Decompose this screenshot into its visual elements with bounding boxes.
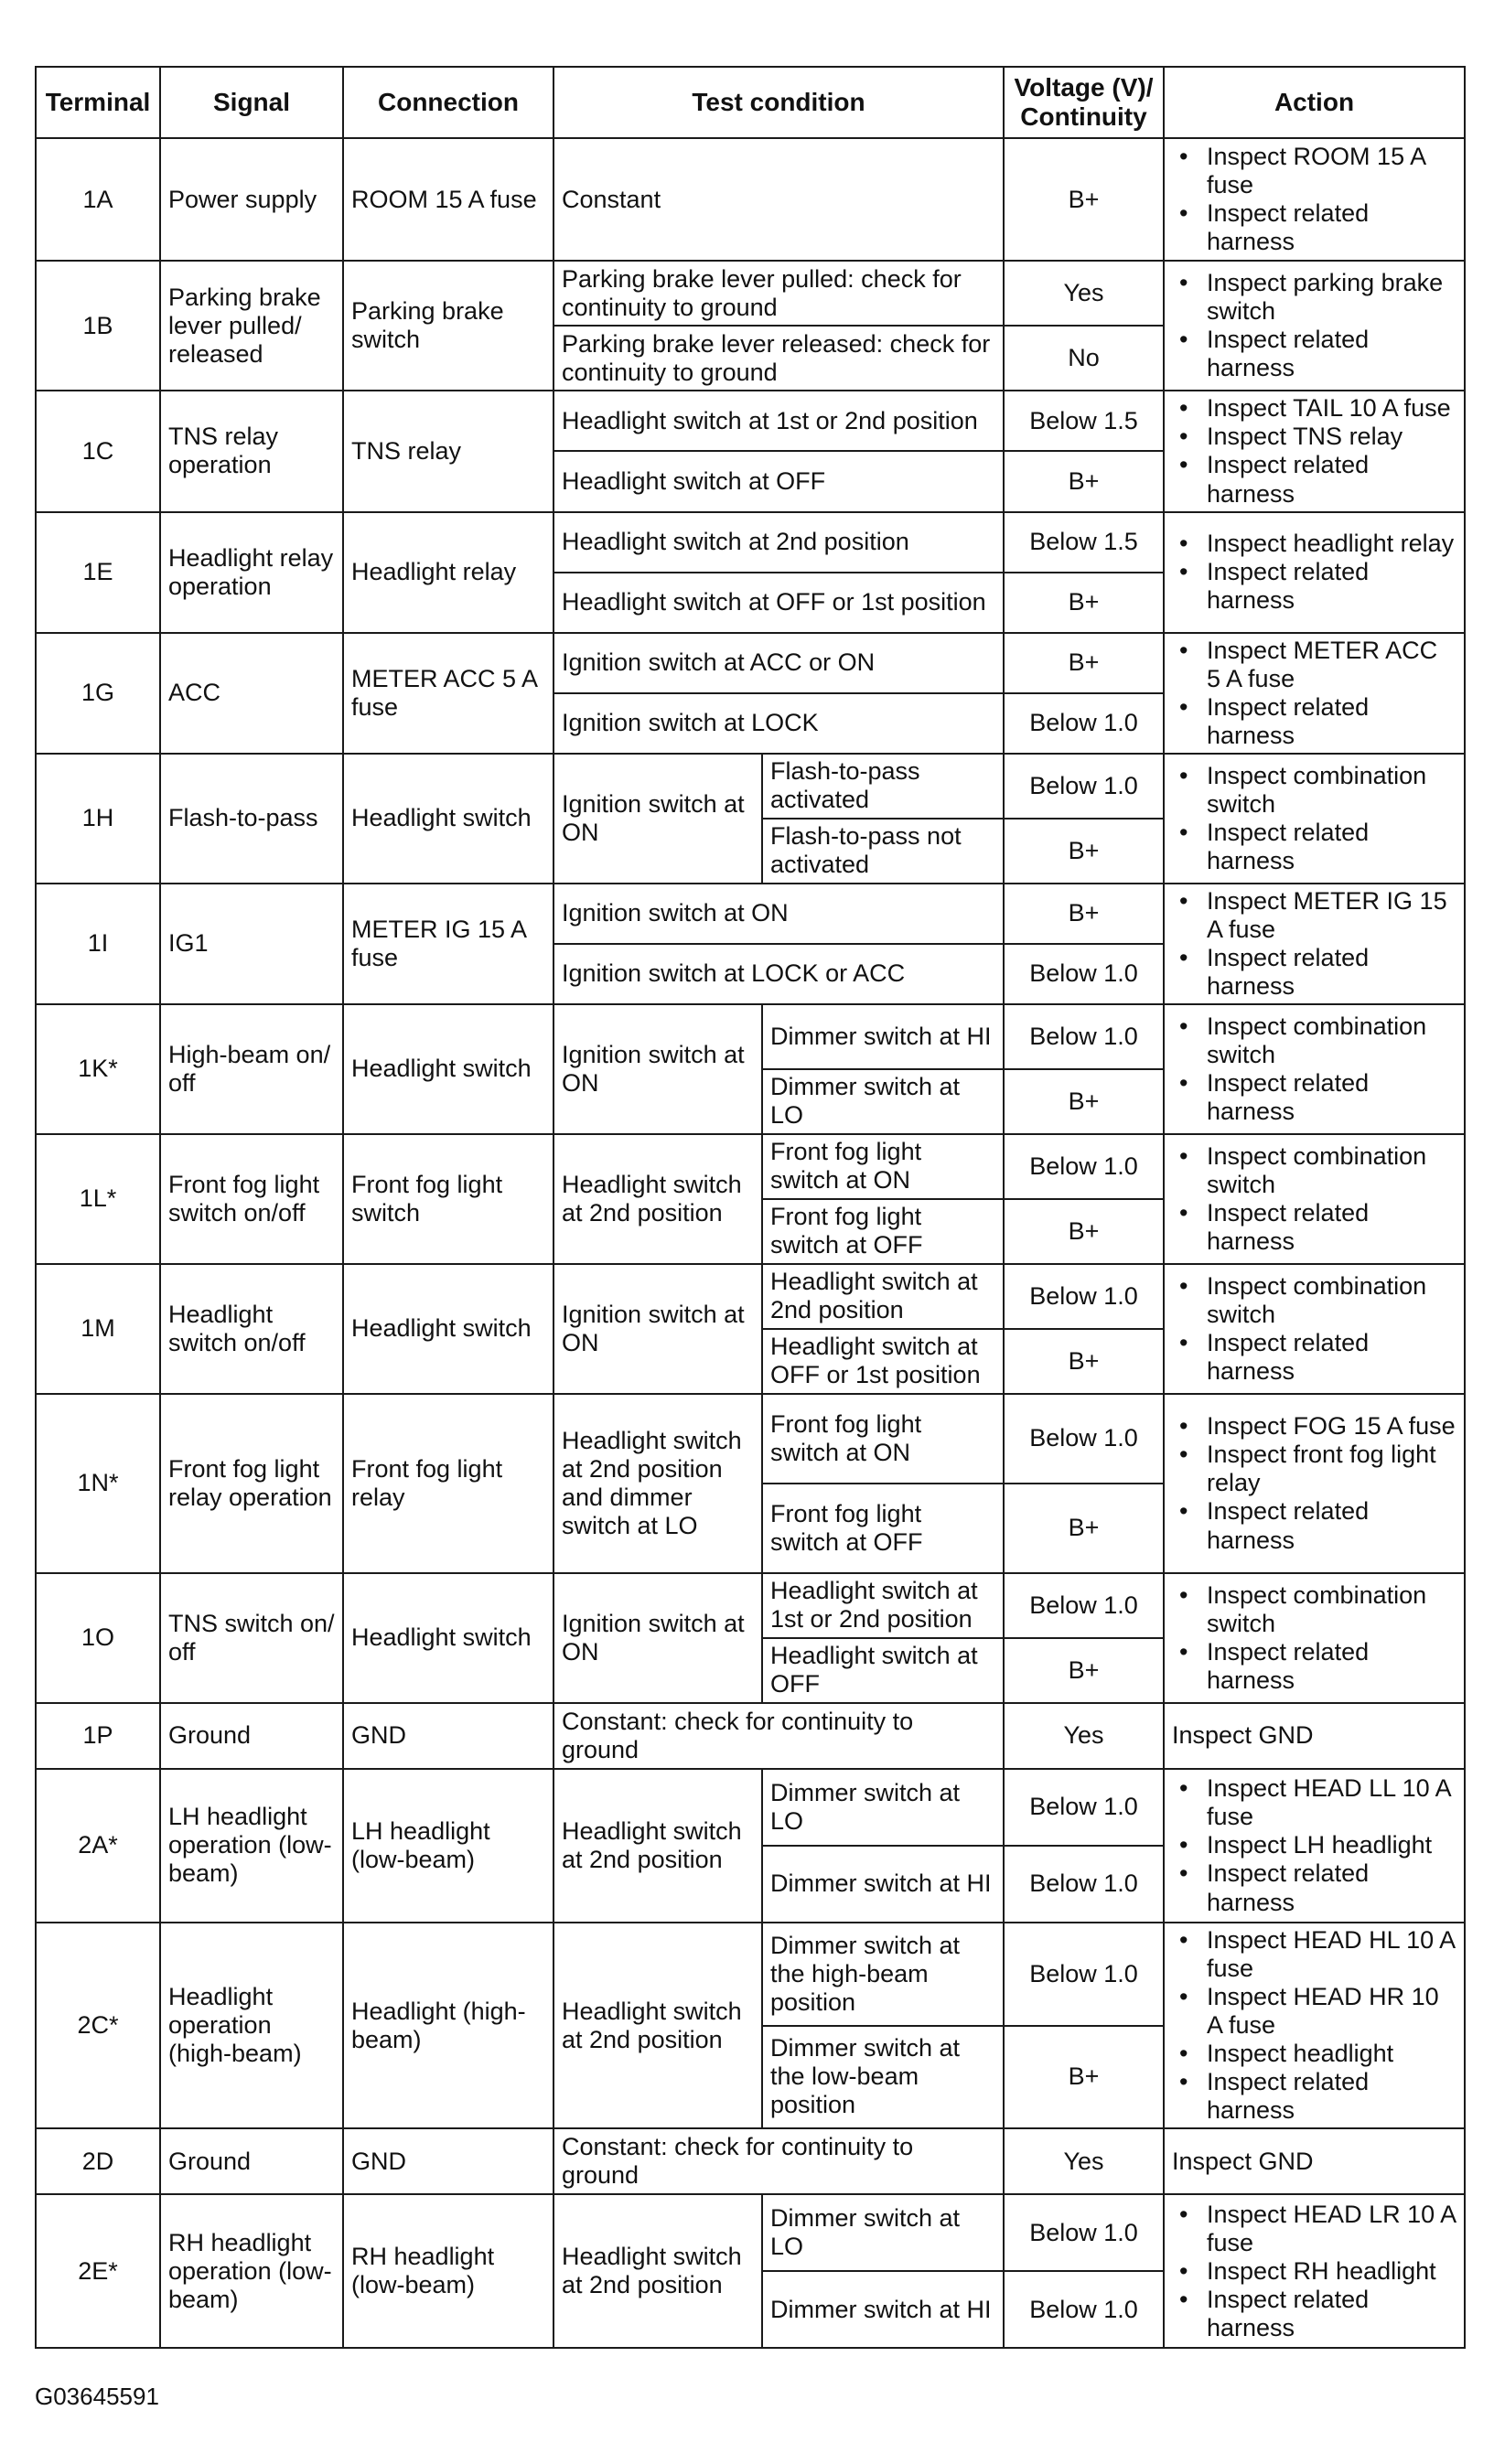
connection-cell: LH headlight (low-beam) (343, 1769, 554, 1923)
action-item: • Inspect combination switch (1172, 1142, 1456, 1199)
signal-cell: TNS relay operation (160, 391, 343, 511)
action-cell (1164, 633, 1465, 754)
voltage-cell: Below 1.5 (1004, 391, 1164, 451)
test-condition-cell: Dimmer switch at LO (762, 2194, 1004, 2271)
test-condition-cell: Headlight switch at OFF or 1st position (554, 573, 1004, 633)
table-row (36, 1134, 1465, 1199)
action-list (1172, 530, 1456, 615)
connection-cell: RH headlight (low-beam) (343, 2194, 554, 2348)
action-list (1172, 1012, 1456, 1126)
table-row (36, 884, 1465, 944)
signal-cell: ACC (160, 633, 343, 754)
action-cell (1164, 1394, 1465, 1573)
connection-cell: Headlight switch (343, 754, 554, 884)
test-condition-cell: Parking brake lever pulled: check for continuity to ground (554, 261, 1004, 326)
test-condition-cell: Flash-to-pass not activated (762, 819, 1004, 884)
action-cell (1164, 1264, 1465, 1394)
action-item: • Inspect HEAD HL 10 A fuse (1172, 1926, 1456, 1983)
voltage-cell: Below 1.0 (1004, 1573, 1164, 1638)
table-row (36, 138, 1465, 261)
voltage-cell: B+ (1004, 138, 1164, 261)
test-condition-cell: Headlight switch at 2nd position (554, 512, 1004, 573)
terminal-cell: 1E (36, 512, 160, 633)
test-condition-main-cell: Ignition switch at ON (554, 1264, 762, 1394)
test-condition-cell: Headlight switch at OFF (762, 1638, 1004, 1703)
action-item: • Inspect headlight (1172, 2040, 1456, 2068)
figure-id: G03645591 (35, 2383, 159, 2410)
voltage-cell: Below 1.0 (1004, 1394, 1164, 1484)
connection-cell: Front fog light relay (343, 1394, 554, 1573)
connection-cell: Headlight switch (343, 1004, 554, 1134)
action-list (1172, 269, 1456, 382)
action-item: • Inspect HEAD HR 10 A fuse (1172, 1983, 1456, 2040)
action-list (1172, 887, 1456, 1001)
voltage-cell: B+ (1004, 1484, 1164, 1573)
action-item: • Inspect HEAD LR 10 A fuse (1172, 2201, 1456, 2257)
action-list (1172, 762, 1456, 875)
table-body (36, 138, 1465, 2348)
header-voltage: Voltage (V)/ Continuity (1004, 67, 1164, 138)
action-list (1172, 394, 1456, 508)
voltage-cell: B+ (1004, 884, 1164, 944)
voltage-cell: B+ (1004, 2026, 1164, 2129)
table-row (36, 2128, 1465, 2194)
table-header-row (36, 67, 1465, 138)
test-condition-cell: Dimmer switch at HI (762, 1846, 1004, 1923)
test-condition-main-cell: Headlight switch at 2nd position (554, 1923, 762, 2128)
terminal-cell: 1P (36, 1703, 160, 1769)
connection-cell: Front fog light switch (343, 1134, 554, 1264)
voltage-cell: Below 1.0 (1004, 2271, 1164, 2348)
action-item: • Inspect TNS relay (1172, 423, 1456, 451)
terminal-cell: 1G (36, 633, 160, 754)
table-row (36, 1264, 1465, 1329)
connection-cell: METER IG 15 A fuse (343, 884, 554, 1004)
voltage-cell: B+ (1004, 1329, 1164, 1394)
header-action: Action (1164, 67, 1465, 138)
test-condition-cell: Headlight switch at 1st or 2nd position (554, 391, 1004, 451)
action-item: • Inspect related harness (1172, 1199, 1456, 1256)
header-connection: Connection (343, 67, 554, 138)
table-row (36, 1769, 1465, 1846)
action-cell: Inspect GND (1164, 2128, 1465, 2194)
action-cell (1164, 884, 1465, 1004)
terminal-cell: 1L* (36, 1134, 160, 1264)
signal-cell: High-beam on/ off (160, 1004, 343, 1134)
terminal-cell: 2E* (36, 2194, 160, 2348)
terminal-cell: 2D (36, 2128, 160, 2194)
action-cell (1164, 1573, 1465, 1703)
terminal-cell: 1I (36, 884, 160, 1004)
test-condition-cell: Constant: check for continuity to ground (554, 2128, 1004, 2194)
table-row (36, 633, 1465, 693)
voltage-cell: Yes (1004, 261, 1164, 326)
signal-cell: Ground (160, 2128, 343, 2194)
test-condition-cell: Front fog light switch at ON (762, 1134, 1004, 1199)
signal-cell: Flash-to-pass (160, 754, 343, 884)
terminal-voltage-table (35, 66, 1466, 2349)
test-condition-cell: Dimmer switch at HI (762, 1004, 1004, 1069)
voltage-cell: Below 1.0 (1004, 1769, 1164, 1846)
table-row (36, 754, 1465, 819)
action-list (1172, 143, 1456, 256)
test-condition-cell: Front fog light switch at ON (762, 1394, 1004, 1484)
voltage-cell: Below 1.0 (1004, 944, 1164, 1004)
signal-cell: Headlight operation (high-beam) (160, 1923, 343, 2128)
connection-cell: METER ACC 5 A fuse (343, 633, 554, 754)
connection-cell: Headlight relay (343, 512, 554, 633)
voltage-cell: B+ (1004, 1069, 1164, 1134)
voltage-cell: Below 1.5 (1004, 512, 1164, 573)
voltage-cell: B+ (1004, 1638, 1164, 1703)
action-item: • Inspect related harness (1172, 693, 1456, 750)
signal-cell: RH headlight operation (low-beam) (160, 2194, 343, 2348)
action-item: • Inspect TAIL 10 A fuse (1172, 394, 1456, 423)
action-item: • Inspect combination switch (1172, 1581, 1456, 1638)
action-cell (1164, 1769, 1465, 1923)
action-item: • Inspect related harness (1172, 451, 1456, 508)
action-cell (1164, 391, 1465, 511)
voltage-cell: No (1004, 326, 1164, 391)
connection-cell: Parking brake switch (343, 261, 554, 391)
terminal-cell: 1N* (36, 1394, 160, 1573)
action-item: • Inspect headlight relay (1172, 530, 1456, 558)
action-cell (1164, 261, 1465, 391)
action-list (1172, 1774, 1456, 1916)
terminal-cell: 1C (36, 391, 160, 511)
connection-cell: Headlight (high-beam) (343, 1923, 554, 2128)
terminal-cell: 1B (36, 261, 160, 391)
action-item: • Inspect related harness (1172, 1638, 1456, 1695)
action-item: • Inspect METER IG 15 A fuse (1172, 887, 1456, 944)
action-item: • Inspect related harness (1172, 1069, 1456, 1126)
action-item: • Inspect related harness (1172, 2286, 1456, 2342)
table-row (36, 391, 1465, 451)
test-condition-cell: Constant (554, 138, 1004, 261)
header-test-condition: Test condition (554, 67, 1004, 138)
signal-cell: Headlight relay operation (160, 512, 343, 633)
action-item: • Inspect METER ACC 5 A fuse (1172, 637, 1456, 693)
test-condition-main-cell: Headlight switch at 2nd position (554, 1769, 762, 1923)
action-item: • Inspect RH headlight (1172, 2257, 1456, 2286)
action-list (1172, 1581, 1456, 1695)
action-list (1172, 637, 1456, 750)
test-condition-cell: Dimmer switch at LO (762, 1069, 1004, 1134)
action-item: • Inspect related harness (1172, 2068, 1456, 2125)
test-condition-main-cell: Headlight switch at 2nd position (554, 2194, 762, 2348)
test-condition-cell: Dimmer switch at HI (762, 2271, 1004, 2348)
connection-cell: Headlight switch (343, 1264, 554, 1394)
test-condition-cell: Headlight switch at OFF (554, 451, 1004, 511)
terminal-cell: 1M (36, 1264, 160, 1394)
action-cell (1164, 2194, 1465, 2348)
test-condition-cell: Dimmer switch at the high-beam position (762, 1923, 1004, 2026)
action-cell (1164, 754, 1465, 884)
table-row (36, 512, 1465, 573)
signal-cell: IG1 (160, 884, 343, 1004)
signal-cell: TNS switch on/ off (160, 1573, 343, 1703)
table-row (36, 1573, 1465, 1638)
action-list (1172, 1142, 1456, 1256)
action-item: • Inspect combination switch (1172, 1272, 1456, 1329)
action-item: • Inspect related harness (1172, 944, 1456, 1001)
action-cell (1164, 512, 1465, 633)
test-condition-main-cell: Ignition switch at ON (554, 1573, 762, 1703)
voltage-cell: B+ (1004, 633, 1164, 693)
action-item: • Inspect LH headlight (1172, 1831, 1456, 1859)
action-item: • Inspect related harness (1172, 326, 1456, 382)
test-condition-cell: Ignition switch at LOCK or ACC (554, 944, 1004, 1004)
connection-cell: GND (343, 1703, 554, 1769)
test-condition-cell: Parking brake lever released: check for continuity to ground (554, 326, 1004, 391)
connection-cell: ROOM 15 A fuse (343, 138, 554, 261)
table-row (36, 1703, 1465, 1769)
action-cell (1164, 138, 1465, 261)
connection-cell: GND (343, 2128, 554, 2194)
voltage-cell: B+ (1004, 819, 1164, 884)
action-cell (1164, 1923, 1465, 2128)
test-condition-main-cell: Ignition switch at ON (554, 1004, 762, 1134)
terminal-cell: 1O (36, 1573, 160, 1703)
test-condition-main-cell: Headlight switch at 2nd position (554, 1134, 762, 1264)
test-condition-cell: Flash-to-pass activated (762, 754, 1004, 819)
action-list (1172, 1926, 1456, 2125)
signal-cell: Front fog light switch on/off (160, 1134, 343, 1264)
action-item: • Inspect FOG 15 A fuse (1172, 1412, 1456, 1441)
connection-cell: TNS relay (343, 391, 554, 511)
table-row (36, 2194, 1465, 2271)
action-list (1172, 1272, 1456, 1386)
voltage-cell: B+ (1004, 573, 1164, 633)
action-item: • Inspect parking brake switch (1172, 269, 1456, 326)
header-terminal: Terminal (36, 67, 160, 138)
test-condition-cell: Headlight switch at 1st or 2nd position (762, 1573, 1004, 1638)
test-condition-cell: Dimmer switch at the low-beam position (762, 2026, 1004, 2129)
action-item: • Inspect related harness (1172, 1329, 1456, 1386)
voltage-cell: Yes (1004, 2128, 1164, 2194)
voltage-cell: Below 1.0 (1004, 2194, 1164, 2271)
action-item: • Inspect front fog light relay (1172, 1441, 1456, 1497)
action-item: • Inspect related harness (1172, 1859, 1456, 1916)
voltage-cell: Below 1.0 (1004, 1846, 1164, 1923)
terminal-cell: 2A* (36, 1769, 160, 1923)
table-row (36, 1394, 1465, 1484)
action-item: • Inspect ROOM 15 A fuse (1172, 143, 1456, 199)
action-cell (1164, 1004, 1465, 1134)
action-item: • Inspect related harness (1172, 199, 1456, 256)
test-condition-cell: Ignition switch at ACC or ON (554, 633, 1004, 693)
test-condition-cell: Headlight switch at 2nd position (762, 1264, 1004, 1329)
action-item: • Inspect combination switch (1172, 1012, 1456, 1069)
table-row (36, 261, 1465, 326)
action-item: • Inspect related harness (1172, 558, 1456, 615)
voltage-cell: Below 1.0 (1004, 754, 1164, 819)
test-condition-main-cell: Ignition switch at ON (554, 754, 762, 884)
voltage-cell: B+ (1004, 451, 1164, 511)
table-row (36, 1004, 1465, 1069)
voltage-cell: Below 1.0 (1004, 1264, 1164, 1329)
signal-cell: Front fog light relay operation (160, 1394, 343, 1573)
test-condition-main-cell: Headlight switch at 2nd position and dimmer switch at LO (554, 1394, 762, 1573)
test-condition-cell: Headlight switch at OFF or 1st position (762, 1329, 1004, 1394)
test-condition-cell: Ignition switch at LOCK (554, 693, 1004, 754)
voltage-cell: Below 1.0 (1004, 693, 1164, 754)
header-signal: Signal (160, 67, 343, 138)
voltage-cell: B+ (1004, 1199, 1164, 1264)
connection-cell: Headlight switch (343, 1573, 554, 1703)
voltage-cell: Below 1.0 (1004, 1004, 1164, 1069)
action-cell: Inspect GND (1164, 1703, 1465, 1769)
action-item: • Inspect related harness (1172, 1497, 1456, 1554)
signal-cell: LH headlight operation (low-beam) (160, 1769, 343, 1923)
action-cell (1164, 1134, 1465, 1264)
signal-cell: Headlight switch on/off (160, 1264, 343, 1394)
test-condition-cell: Constant: check for continuity to ground (554, 1703, 1004, 1769)
test-condition-cell: Dimmer switch at LO (762, 1769, 1004, 1846)
terminal-cell: 1H (36, 754, 160, 884)
signal-cell: Parking brake lever pulled/ released (160, 261, 343, 391)
action-item: • Inspect combination switch (1172, 762, 1456, 819)
table-row (36, 1923, 1465, 2026)
action-item: • Inspect related harness (1172, 819, 1456, 875)
voltage-cell: Below 1.0 (1004, 1923, 1164, 2026)
voltage-cell: Below 1.0 (1004, 1134, 1164, 1199)
signal-cell: Ground (160, 1703, 343, 1769)
action-list (1172, 1412, 1456, 1554)
terminal-cell: 1A (36, 138, 160, 261)
test-condition-cell: Ignition switch at ON (554, 884, 1004, 944)
action-item: • Inspect HEAD LL 10 A fuse (1172, 1774, 1456, 1831)
test-condition-cell: Front fog light switch at OFF (762, 1484, 1004, 1573)
terminal-cell: 1K* (36, 1004, 160, 1134)
voltage-cell: Yes (1004, 1703, 1164, 1769)
test-condition-cell: Front fog light switch at OFF (762, 1199, 1004, 1264)
signal-cell: Power supply (160, 138, 343, 261)
terminal-cell: 2C* (36, 1923, 160, 2128)
action-list (1172, 2201, 1456, 2342)
